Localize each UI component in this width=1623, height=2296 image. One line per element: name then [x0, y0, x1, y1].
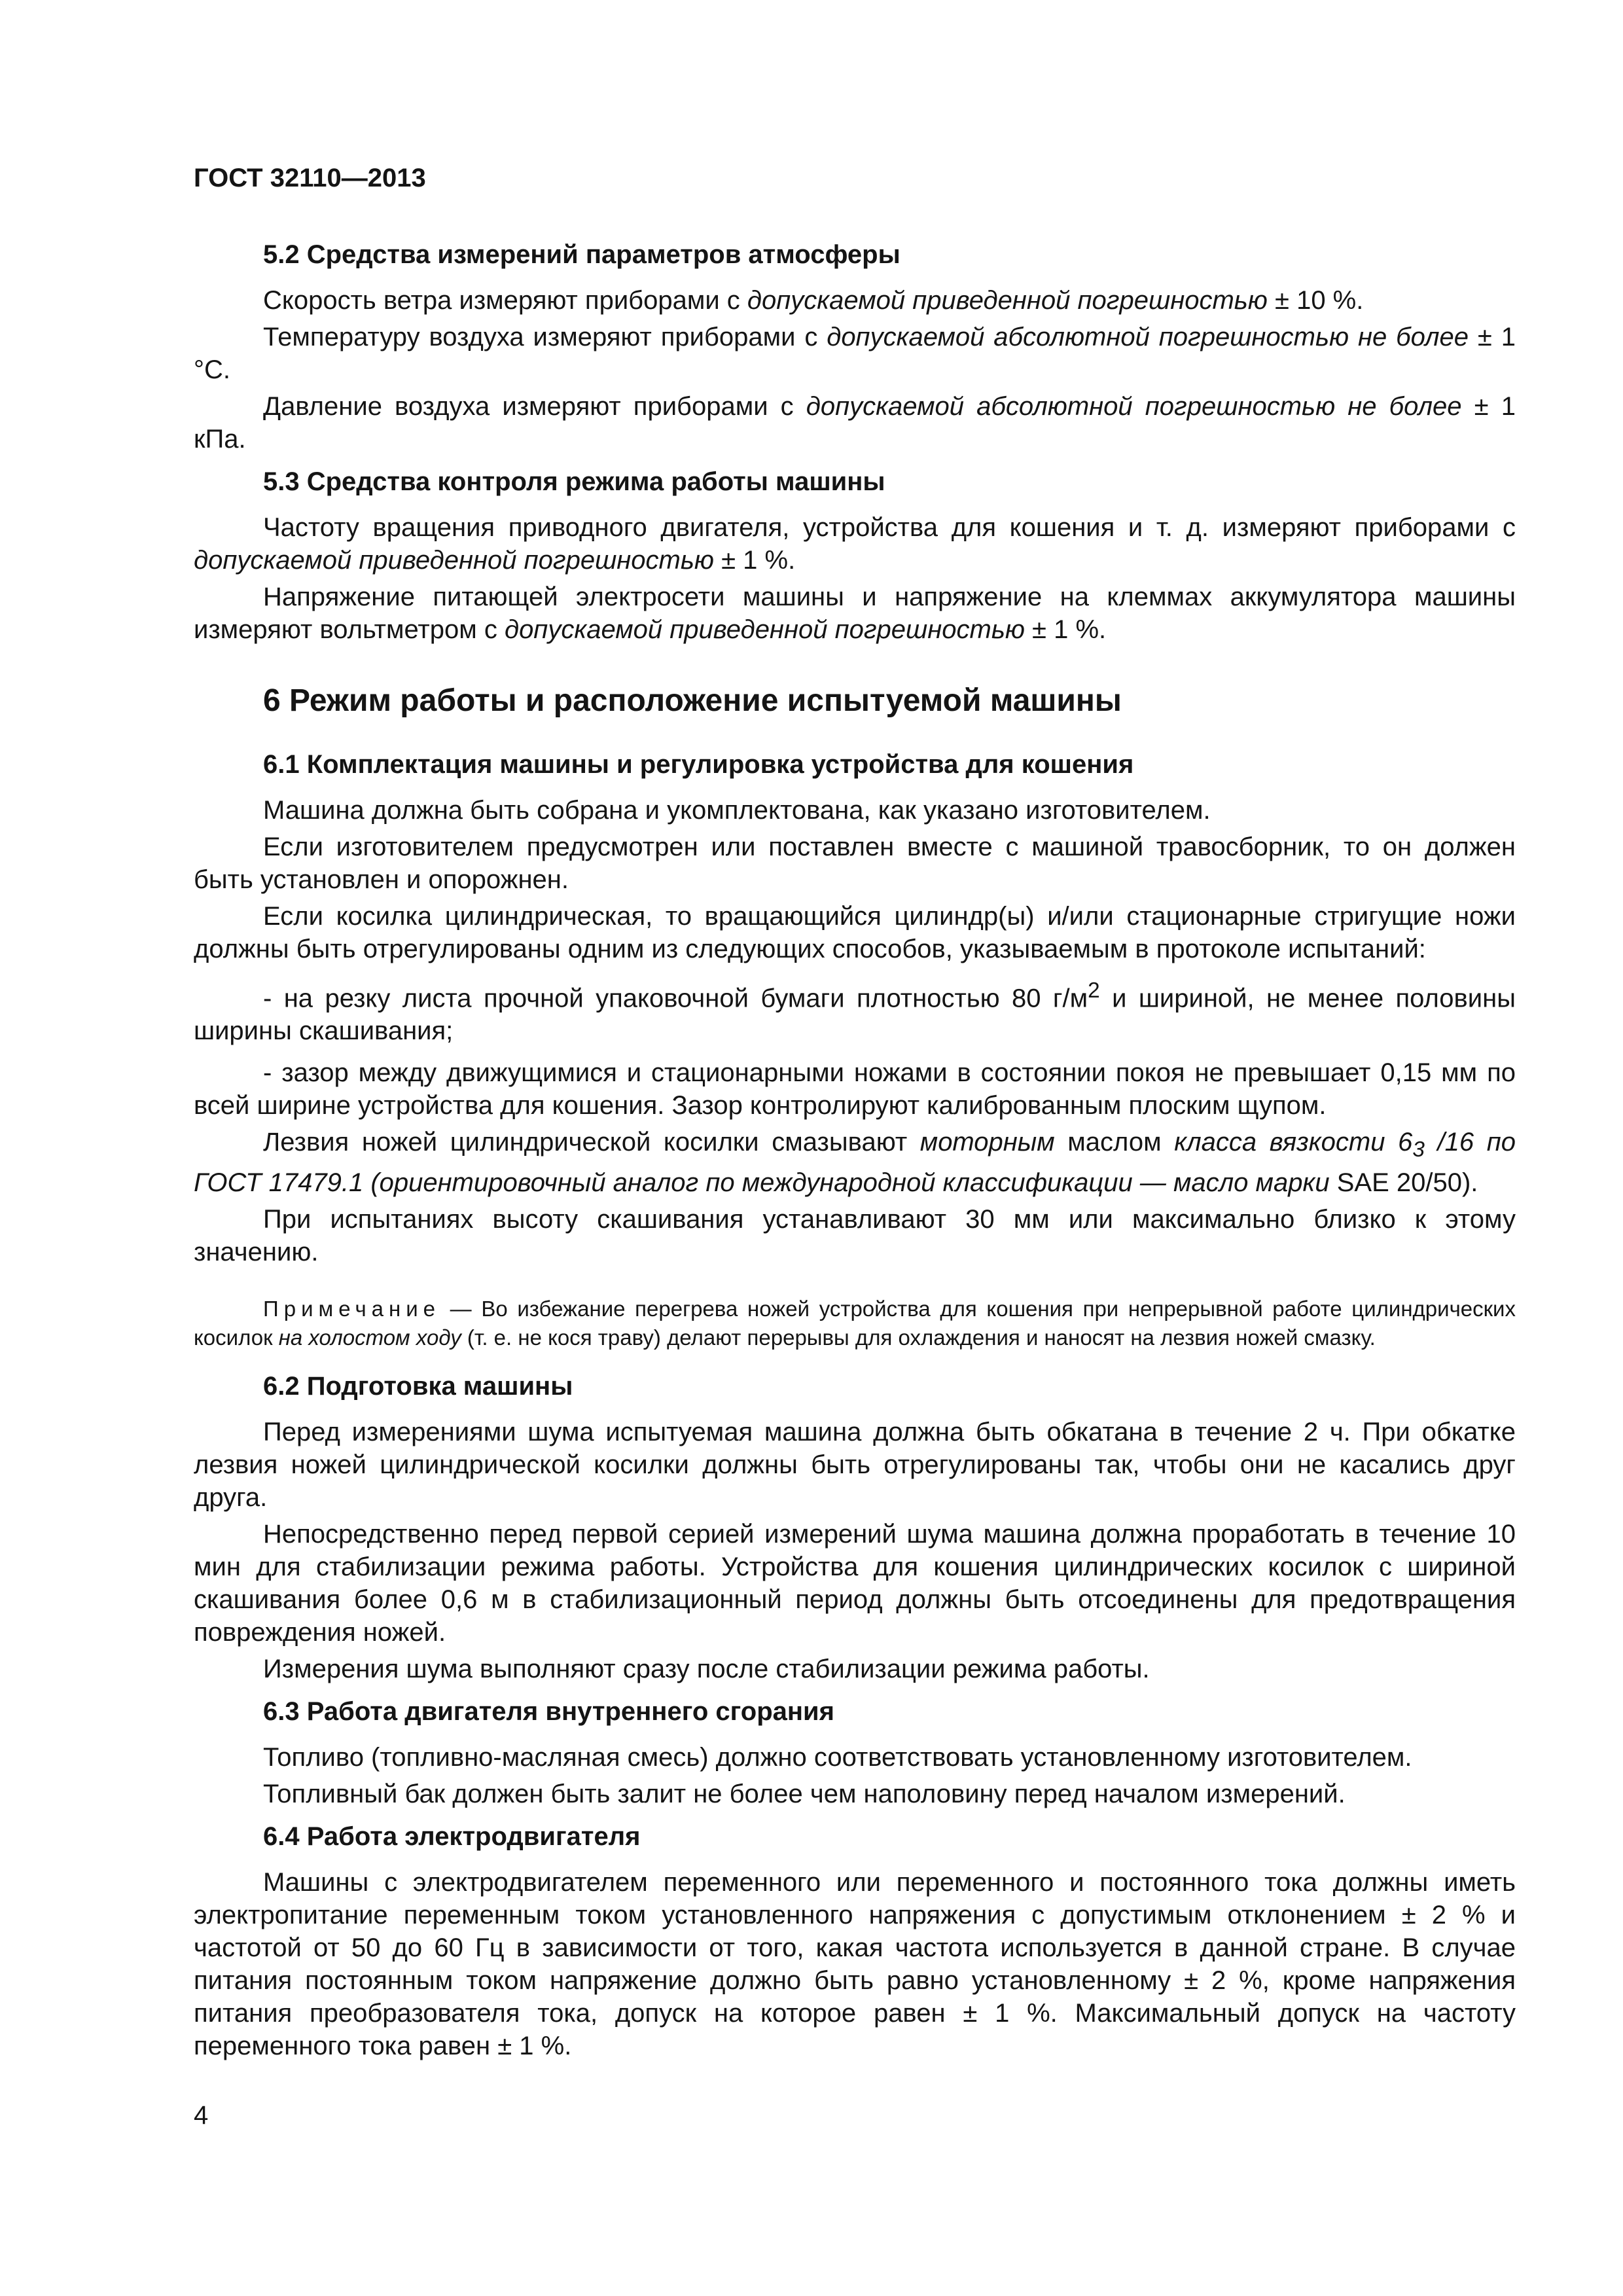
paragraph: Непосредственно перед первой серией измерений шума машина должна проработать в течение 10 мин для стабилизации режима работы. Устройства для кошения цилиндрических косилок с шириной скашивания более 0,6 м в стабилизационный период должны быть отсоединены для предотвращения повреждения ножей. — [194, 1520, 1516, 1647]
paragraph: Скорость ветра измеряют приборами с допускаемой приведенной погрешностью ± 10 %. — [263, 286, 1364, 315]
paragraph: При испытаниях высоту скашивания устанавливают 30 мм или максимально близко к этому значению. — [194, 1205, 1516, 1267]
document-id-header: ГОСТ 32110—2013 — [194, 164, 426, 192]
paragraph: Частоту вращения приводного двигателя, устройства для кошения и т. д. измеряют приборами с допускаемой приведенной погрешностью ± 1 %. — [194, 513, 1516, 575]
section-6-1-title: 6.1 Комплектация машины и регулировка устройства для кошения — [263, 750, 1134, 779]
paragraph: Машина должна быть собрана и укомплектована, как указано изготовителем. — [263, 796, 1211, 825]
document-page — [194, 164, 1516, 2066]
paragraph: Перед измерениями шума испытуемая машина должна быть обкатана в течение 2 ч. При обкатке лезвия ножей цилиндрической косилки должны быть отрегулированы так, чтобы они не касались друг друга. — [194, 1418, 1516, 1513]
paragraph: Температуру воздуха измеряют приборами с допускаемой абсолютной погрешностью не более ± 1 °С. — [194, 323, 1516, 384]
section-6-title: 6 Режим работы и расположение испытуемой машины — [263, 683, 1122, 718]
paragraph: Напряжение питающей электросети машины и напряжение на клеммах аккумулятора машины измеряют вольтметром с допускаемой приведенной погрешностью ± 1 %. — [194, 583, 1516, 644]
list-item: - на резку листа прочной упаковочной бумаги плотностью 80 $г/м^2$ и шириной, не менее половины ширины скашивания; — [194, 978, 1516, 1046]
section-6-3-title: 6.3 Работа двигателя внутреннего сгорания — [263, 1697, 834, 1727]
section-6-2-title: 6.2 Подготовка машины — [263, 1372, 573, 1401]
paragraph: Если косилка цилиндрическая, то вращающийся цилиндр(ы) и/или стационарные стригущие ножи должны быть отрегулированы одним из следующих способов, указываемым в протоколе испытаний: — [194, 902, 1516, 963]
list-item: - зазор между движущимися и стационарными ножами в состоянии покоя не превышает 0,15 мм по всей ширине устройства для кошения. Зазор контролируют калиброванным плоским щупом. — [194, 1058, 1516, 1121]
section-5-3-title: 5.3 Средства контроля режима работы машины — [263, 467, 885, 496]
section-6-4-title: 6.4 Работа электродвигателя — [263, 1822, 641, 1852]
paragraph: Если изготовителем предусмотрен или поставлен вместе с машиной травосборник, то он должен быть установлен и опорожнен. — [194, 833, 1516, 894]
paragraph: Лезвия ножей цилиндрической косилки смазывают моторным маслом класса вязкости $6_3$ /16 по ГОСТ 17479.1 (ориентировочный аналог по международной классификации — масло марки SAE 20/50). — [194, 1128, 1516, 1198]
paragraph: Топливный бак должен быть залит не более чем наполовину перед началом измерений. — [263, 1780, 1346, 1809]
paragraph: Топливо (топливно-масляная смесь) должно соответствовать установленному изготовителем. — [263, 1743, 1412, 1772]
note: Примечание — Во избежание перегрева ножей устройства для кошения при непрерывной работе цилиндрических косилок на холостом ходу (т. е. не кося траву) делают перерывы для охлаждения и наносят на лезвия ножей смазку. — [194, 1297, 1516, 1350]
paragraph: Давление воздуха измеряют приборами с допускаемой абсолютной погрешностью не более ± 1 кПа. — [194, 392, 1516, 454]
paragraph: Машины с электродвигателем переменного или переменного и постоянного тока должны иметь электропитание переменным током установленного напряжения с допустимым отклонением ± 2 % и частотой от 50 до 60 Гц в зависимости от того, какая частота используется в данной стране. В случае питания постоянным током напряжение должно быть равно установленному ± 2 %, кроме напряжения питания преобразователя тока, допуск на которое равен ± 1 %. Максимальный допуск на частоту переменного тока равен ± 1 %. — [194, 1868, 1516, 2061]
section-5-2-title: 5.2 Средства измерений параметров атмосферы — [263, 240, 901, 269]
page-number: 4 — [194, 2101, 209, 2130]
note-label: Примечание — [263, 1297, 441, 1321]
paragraph: Измерения шума выполняют сразу после стабилизации режима работы. — [263, 1655, 1150, 1684]
